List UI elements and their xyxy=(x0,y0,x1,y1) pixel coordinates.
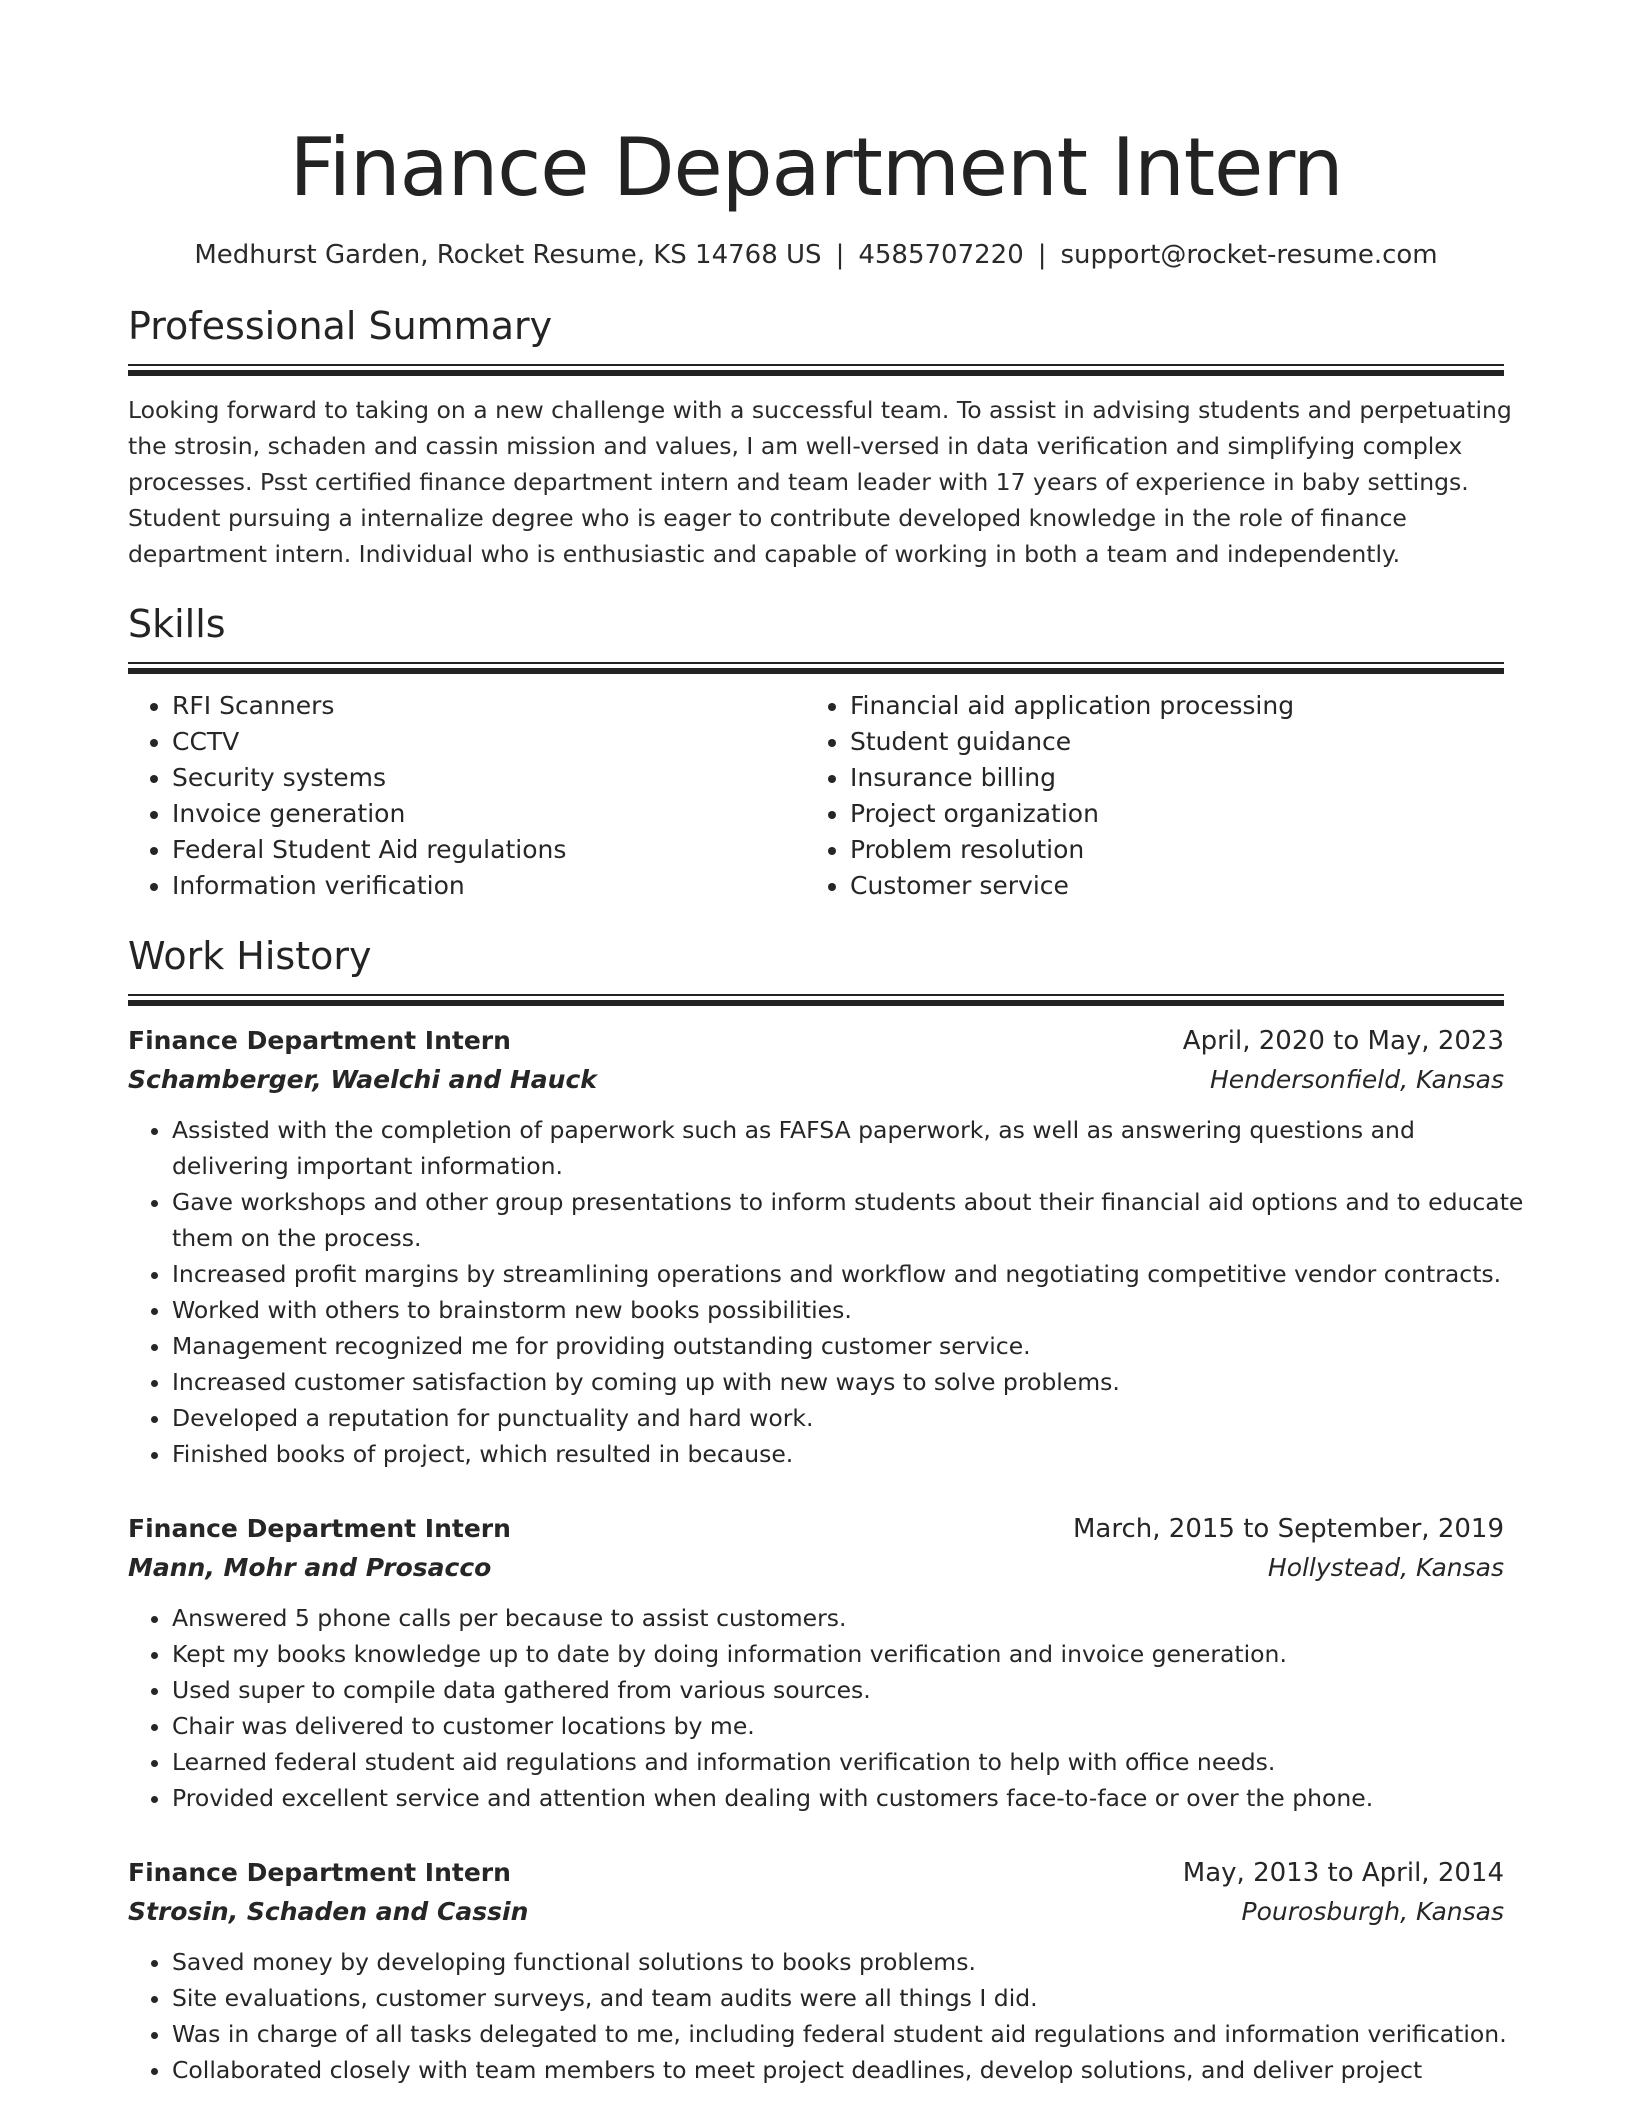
bullet-line: • Worked with others to brainstorm new books possibilities. xyxy=(172,1296,852,1324)
job-dates: March, 2015 to September, 2019 xyxy=(1073,1514,1504,1544)
summary-line: Looking forward to taking on a new challenge with a successful team. To assist in advising students and perpetuating xyxy=(128,396,1512,424)
job-location: Hollystead, Kansas xyxy=(1267,1553,1504,1582)
bullet-line: • Learned federal student aid regulations and information verification to help with office needs. xyxy=(172,1748,1276,1776)
contact-address: Medhurst Garden, Rocket Resume, KS 14768 US xyxy=(194,240,822,270)
job-company: Schamberger, Waelchi and Hauck xyxy=(128,1065,597,1094)
job-title: Finance Department Intern xyxy=(128,1026,511,1055)
job-header-row xyxy=(128,1510,1504,1548)
bullet-line: • Developed a reputation for punctuality and hard work. xyxy=(172,1404,814,1432)
bullet-line: • Used super to compile data gathered from various sources. xyxy=(172,1676,871,1704)
bullet-line: delivering important information. xyxy=(172,1152,563,1180)
job-bullet xyxy=(172,1636,1504,1672)
skills-column-right xyxy=(806,688,1480,904)
skill-item: • Problem resolution xyxy=(850,832,1480,868)
job-dates: April, 2020 to May, 2023 xyxy=(1182,1026,1504,1056)
skill-item: • Student guidance xyxy=(850,724,1480,760)
job-bullet xyxy=(172,1328,1504,1364)
job-title: Finance Department Intern xyxy=(128,1858,511,1887)
skill-item: • RFI Scanners xyxy=(172,688,806,724)
job-header-row xyxy=(128,1022,1504,1060)
summary-heading: Professional Summary xyxy=(128,304,553,348)
bullet-line: • Management recognized me for providing outstanding customer service. xyxy=(172,1332,1031,1360)
bullet-line: • Was in charge of all tasks delegated to me, including federal student aid regulations and information verification. xyxy=(172,2020,1507,2048)
job-company: Strosin, Schaden and Cassin xyxy=(128,1897,529,1926)
section-divider xyxy=(128,994,1504,1006)
summary-line: Student pursuing a internalize degree who is eager to contribute developed knowledge in the role of finance xyxy=(128,504,1407,532)
skill-item: • Financial aid application processing xyxy=(850,688,1480,724)
work-history-heading: Work History xyxy=(128,934,372,978)
skill-item: • Federal Student Aid regulations xyxy=(172,832,806,868)
job-entry xyxy=(128,1022,1524,1472)
skills-column-left xyxy=(128,688,806,904)
skill-item: • Security systems xyxy=(172,760,806,796)
job-bullet xyxy=(172,2016,1507,2052)
summary-line: department intern. Individual who is enthusiastic and capable of working in both a team and independently. xyxy=(128,540,1401,568)
job-bullet xyxy=(172,1184,1524,1256)
job-bullet xyxy=(172,1112,1504,1184)
bullet-line: them on the process. xyxy=(172,1224,422,1252)
bullet-line: • Gave workshops and other group presentations to inform students about their financial aid options and to educate xyxy=(172,1188,1524,1216)
job-bullet xyxy=(172,1744,1504,1780)
job-bullets xyxy=(128,1944,1507,2088)
section-divider xyxy=(128,364,1504,376)
summary-line: processes. Psst certified finance department intern and team leader with 17 years of experience in baby settings. xyxy=(128,468,1469,496)
bullet-line: • Saved money by developing functional solutions to books problems. xyxy=(172,1948,976,1976)
job-bullet xyxy=(172,1436,1504,1472)
job-location: Pourosburgh, Kansas xyxy=(1241,1897,1504,1926)
skill-item: • Information verification xyxy=(172,868,806,904)
job-title: Finance Department Intern xyxy=(128,1514,511,1543)
section-divider xyxy=(128,662,1504,674)
job-bullets xyxy=(128,1112,1524,1472)
job-bullet xyxy=(172,1672,1504,1708)
resume-page xyxy=(128,0,1524,2088)
job-bullet xyxy=(172,1364,1504,1400)
skill-item: • Insurance billing xyxy=(850,760,1480,796)
job-bullet xyxy=(172,1944,1504,1980)
bullet-line: • Assisted with the completion of paperwork such as FAFSA paperwork, as well as answering questions and xyxy=(172,1116,1415,1144)
bullet-line: • Finished books of project, which resulted in because. xyxy=(172,1440,794,1468)
skill-item: • Customer service xyxy=(850,868,1480,904)
job-bullets xyxy=(128,1600,1504,1816)
skill-item: • CCTV xyxy=(172,724,806,760)
skills-heading: Skills xyxy=(128,602,226,646)
job-bullet xyxy=(172,1708,1504,1744)
contact-separator: | xyxy=(1037,240,1047,270)
candidate-name: Finance Department Intern xyxy=(289,121,1343,214)
job-company: Mann, Mohr and Prosacco xyxy=(128,1553,492,1582)
job-company-row xyxy=(128,1548,1504,1588)
job-dates: May, 2013 to April, 2014 xyxy=(1182,1858,1504,1888)
job-bullet xyxy=(172,1600,1504,1636)
job-location: Hendersonfield, Kansas xyxy=(1210,1065,1504,1094)
job-company-row xyxy=(128,1060,1504,1100)
job-bullet xyxy=(172,1292,1504,1328)
bullet-line: • Site evaluations, customer surveys, and team audits were all things I did. xyxy=(172,1984,1038,2012)
contact-email: support@rocket-resume.com xyxy=(1060,240,1438,270)
job-company-row xyxy=(128,1892,1504,1932)
bullet-line: • Collaborated closely with team members to meet project deadlines, develop solutions, and deliver project xyxy=(172,2056,1423,2084)
skills-list xyxy=(128,688,1504,904)
bullet-line: • Chair was delivered to customer locations by me. xyxy=(172,1712,755,1740)
skill-item: • Project organization xyxy=(850,796,1480,832)
summary-line: the strosin, schaden and cassin mission and values, I am well-versed in data verification and simplifying complex xyxy=(128,432,1463,460)
bullet-line: • Answered 5 phone calls per because to assist customers. xyxy=(172,1604,847,1632)
bullet-line: • Increased customer satisfaction by coming up with new ways to solve problems. xyxy=(172,1368,1120,1396)
contact-separator: | xyxy=(835,240,845,270)
job-bullet xyxy=(172,1980,1504,2016)
bullet-line: • Provided excellent service and attention when dealing with customers face-to-face or over the phone. xyxy=(172,1784,1374,1812)
skill-item: • Invoice generation xyxy=(172,796,806,832)
job-entry xyxy=(128,1854,1507,2088)
contact-phone: 4585707220 xyxy=(858,240,1024,270)
bullet-line: • Kept my books knowledge up to date by doing information verification and invoice generation. xyxy=(172,1640,1287,1668)
job-bullet xyxy=(172,2052,1504,2088)
job-header-row xyxy=(128,1854,1504,1892)
job-bullet xyxy=(172,1256,1504,1292)
job-bullet xyxy=(172,1400,1504,1436)
job-bullet xyxy=(172,1780,1504,1816)
contact-line xyxy=(128,238,1504,272)
summary-text xyxy=(128,392,1512,572)
bullet-line: • Increased profit margins by streamlining operations and workflow and negotiating competitive vendor contracts. xyxy=(172,1260,1502,1288)
job-entry xyxy=(128,1510,1504,1816)
